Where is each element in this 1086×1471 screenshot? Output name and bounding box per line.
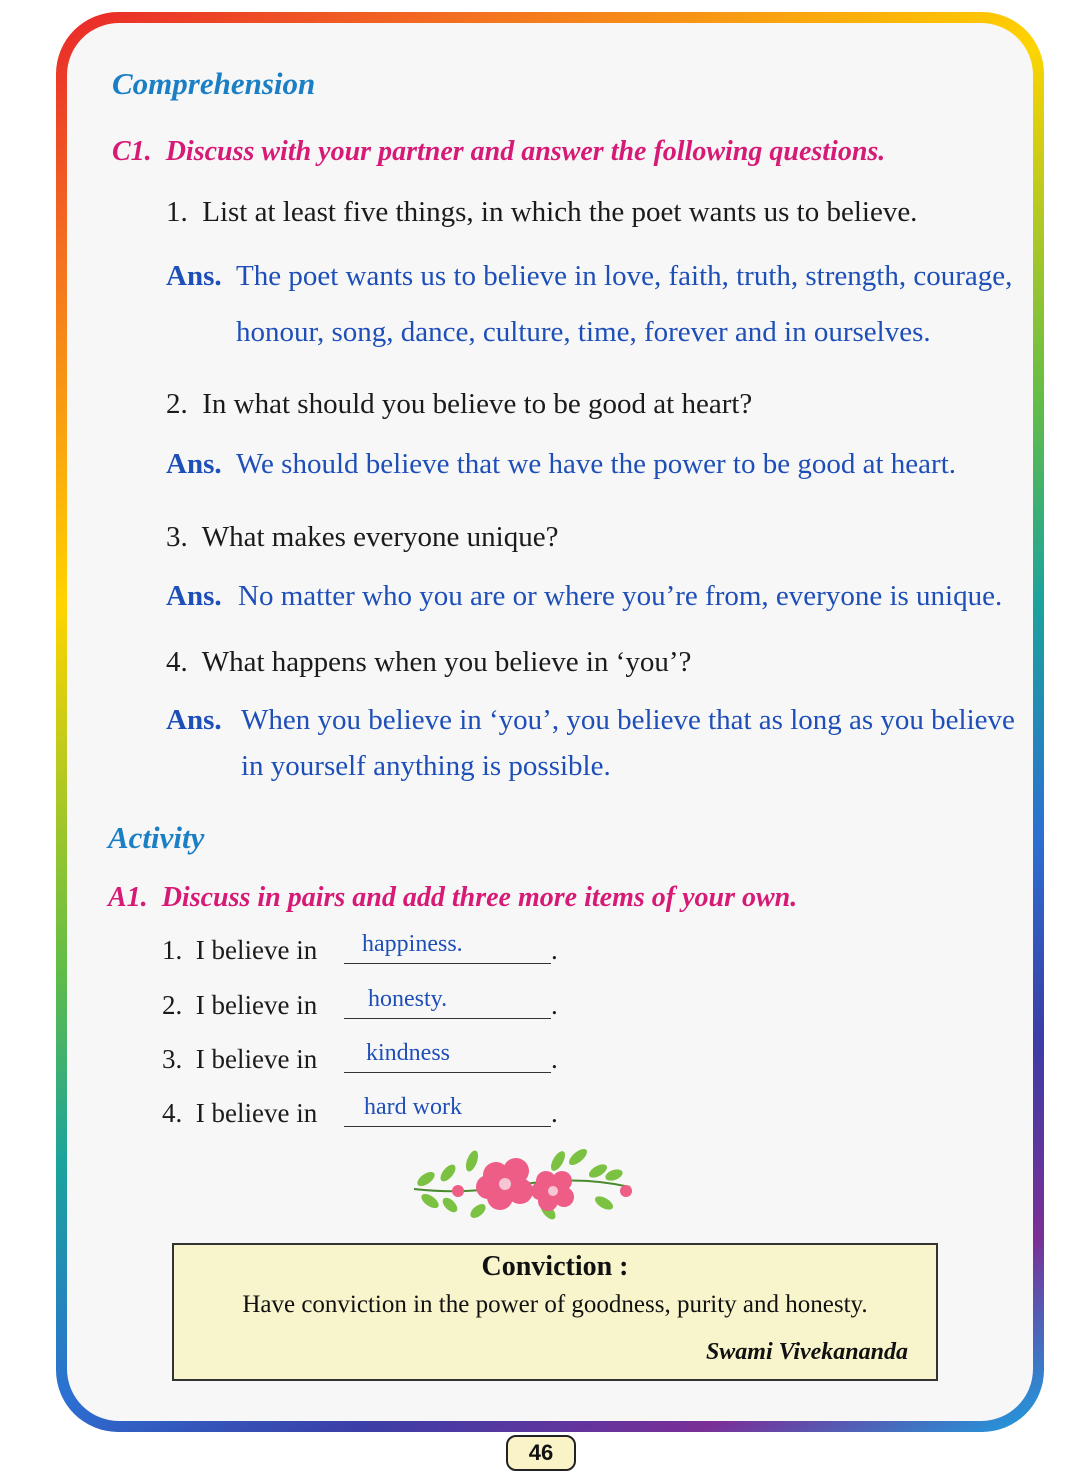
quote-text: Have conviction in the power of goodness, purity and honesty. <box>242 1291 868 1318</box>
item-number: 4. <box>162 1098 183 1128</box>
question-3 <box>166 521 558 554</box>
quote-author: Swami Vivekananda <box>705 1339 908 1365</box>
a1-instruction <box>108 882 797 914</box>
answer-blank[interactable] <box>344 933 551 964</box>
question-text: What happens when you believe in ‘you’? <box>201 646 692 678</box>
flower-decoration-icon <box>408 1145 636 1227</box>
question-text: What makes everyone unique? <box>201 521 559 553</box>
a1-label: A1. <box>108 882 148 913</box>
answer-label: Ans. <box>166 704 222 736</box>
answer-label: Ans. <box>166 448 222 480</box>
question-text: List at least five things, in which the poet wants us to believe. <box>202 196 918 228</box>
item-prefix: I believe in <box>195 1098 318 1128</box>
answer-3: No matter who you are or where you’re from, everyone is unique. <box>238 580 1003 612</box>
question-number: 3. <box>166 521 188 553</box>
blank-answer: kindness <box>366 1040 450 1066</box>
item-number: 2. <box>162 990 183 1020</box>
item-number: 1. <box>162 935 183 965</box>
answer-1-line-2: honour, song, dance, culture, time, forever and in ourselves. <box>236 316 931 348</box>
answer-4-line-2: in yourself anything is possible. <box>241 750 611 782</box>
period: . <box>551 935 558 965</box>
item-prefix: I believe in <box>195 935 318 965</box>
activity-heading: Activity <box>108 820 205 855</box>
blank-answer: honesty. <box>368 986 448 1012</box>
question-4 <box>166 646 691 679</box>
question-1 <box>166 196 917 229</box>
item-prefix: I believe in <box>195 1044 318 1074</box>
activity-item-2 <box>162 990 317 1021</box>
c1-instruction <box>112 136 885 168</box>
answer-blank[interactable] <box>344 1096 551 1127</box>
answer-2: We should believe that we have the power to be good at heart. <box>236 448 957 480</box>
question-text: In what should you believe to be good at heart? <box>202 388 753 420</box>
item-number: 3. <box>162 1044 183 1074</box>
quote-title: Conviction : <box>481 1251 629 1282</box>
question-number: 2. <box>166 388 188 420</box>
question-number: 4. <box>166 646 188 678</box>
quote-box <box>172 1243 938 1381</box>
activity-item-4 <box>162 1098 317 1129</box>
answer-1-line-1: The poet wants us to believe in love, faith, truth, strength, courage, <box>236 260 1013 292</box>
comprehension-heading: Comprehension <box>112 66 316 101</box>
period: . <box>551 1098 558 1128</box>
item-prefix: I believe in <box>195 990 318 1020</box>
question-number: 1. <box>166 196 188 228</box>
blank-answer: happiness. <box>362 931 463 957</box>
c1-label: C1. <box>112 136 152 167</box>
page-number: 46 <box>506 1435 576 1471</box>
period: . <box>551 990 558 1020</box>
question-2 <box>166 388 752 421</box>
answer-label: Ans. <box>166 580 222 612</box>
period: . <box>551 1044 558 1074</box>
answer-label: Ans. <box>166 260 222 292</box>
activity-item-3 <box>162 1044 317 1075</box>
c1-instruction-text: Discuss with your partner and answer the following questions. <box>165 136 886 167</box>
a1-instruction-text: Discuss in pairs and add three more items of your own. <box>161 882 798 913</box>
answer-blank[interactable] <box>344 988 551 1019</box>
activity-item-1 <box>162 935 317 966</box>
answer-blank[interactable] <box>344 1042 551 1073</box>
blank-answer: hard work <box>364 1094 462 1120</box>
answer-4-line-1: When you believe in ‘you’, you believe that as long as you believe <box>241 704 1015 736</box>
